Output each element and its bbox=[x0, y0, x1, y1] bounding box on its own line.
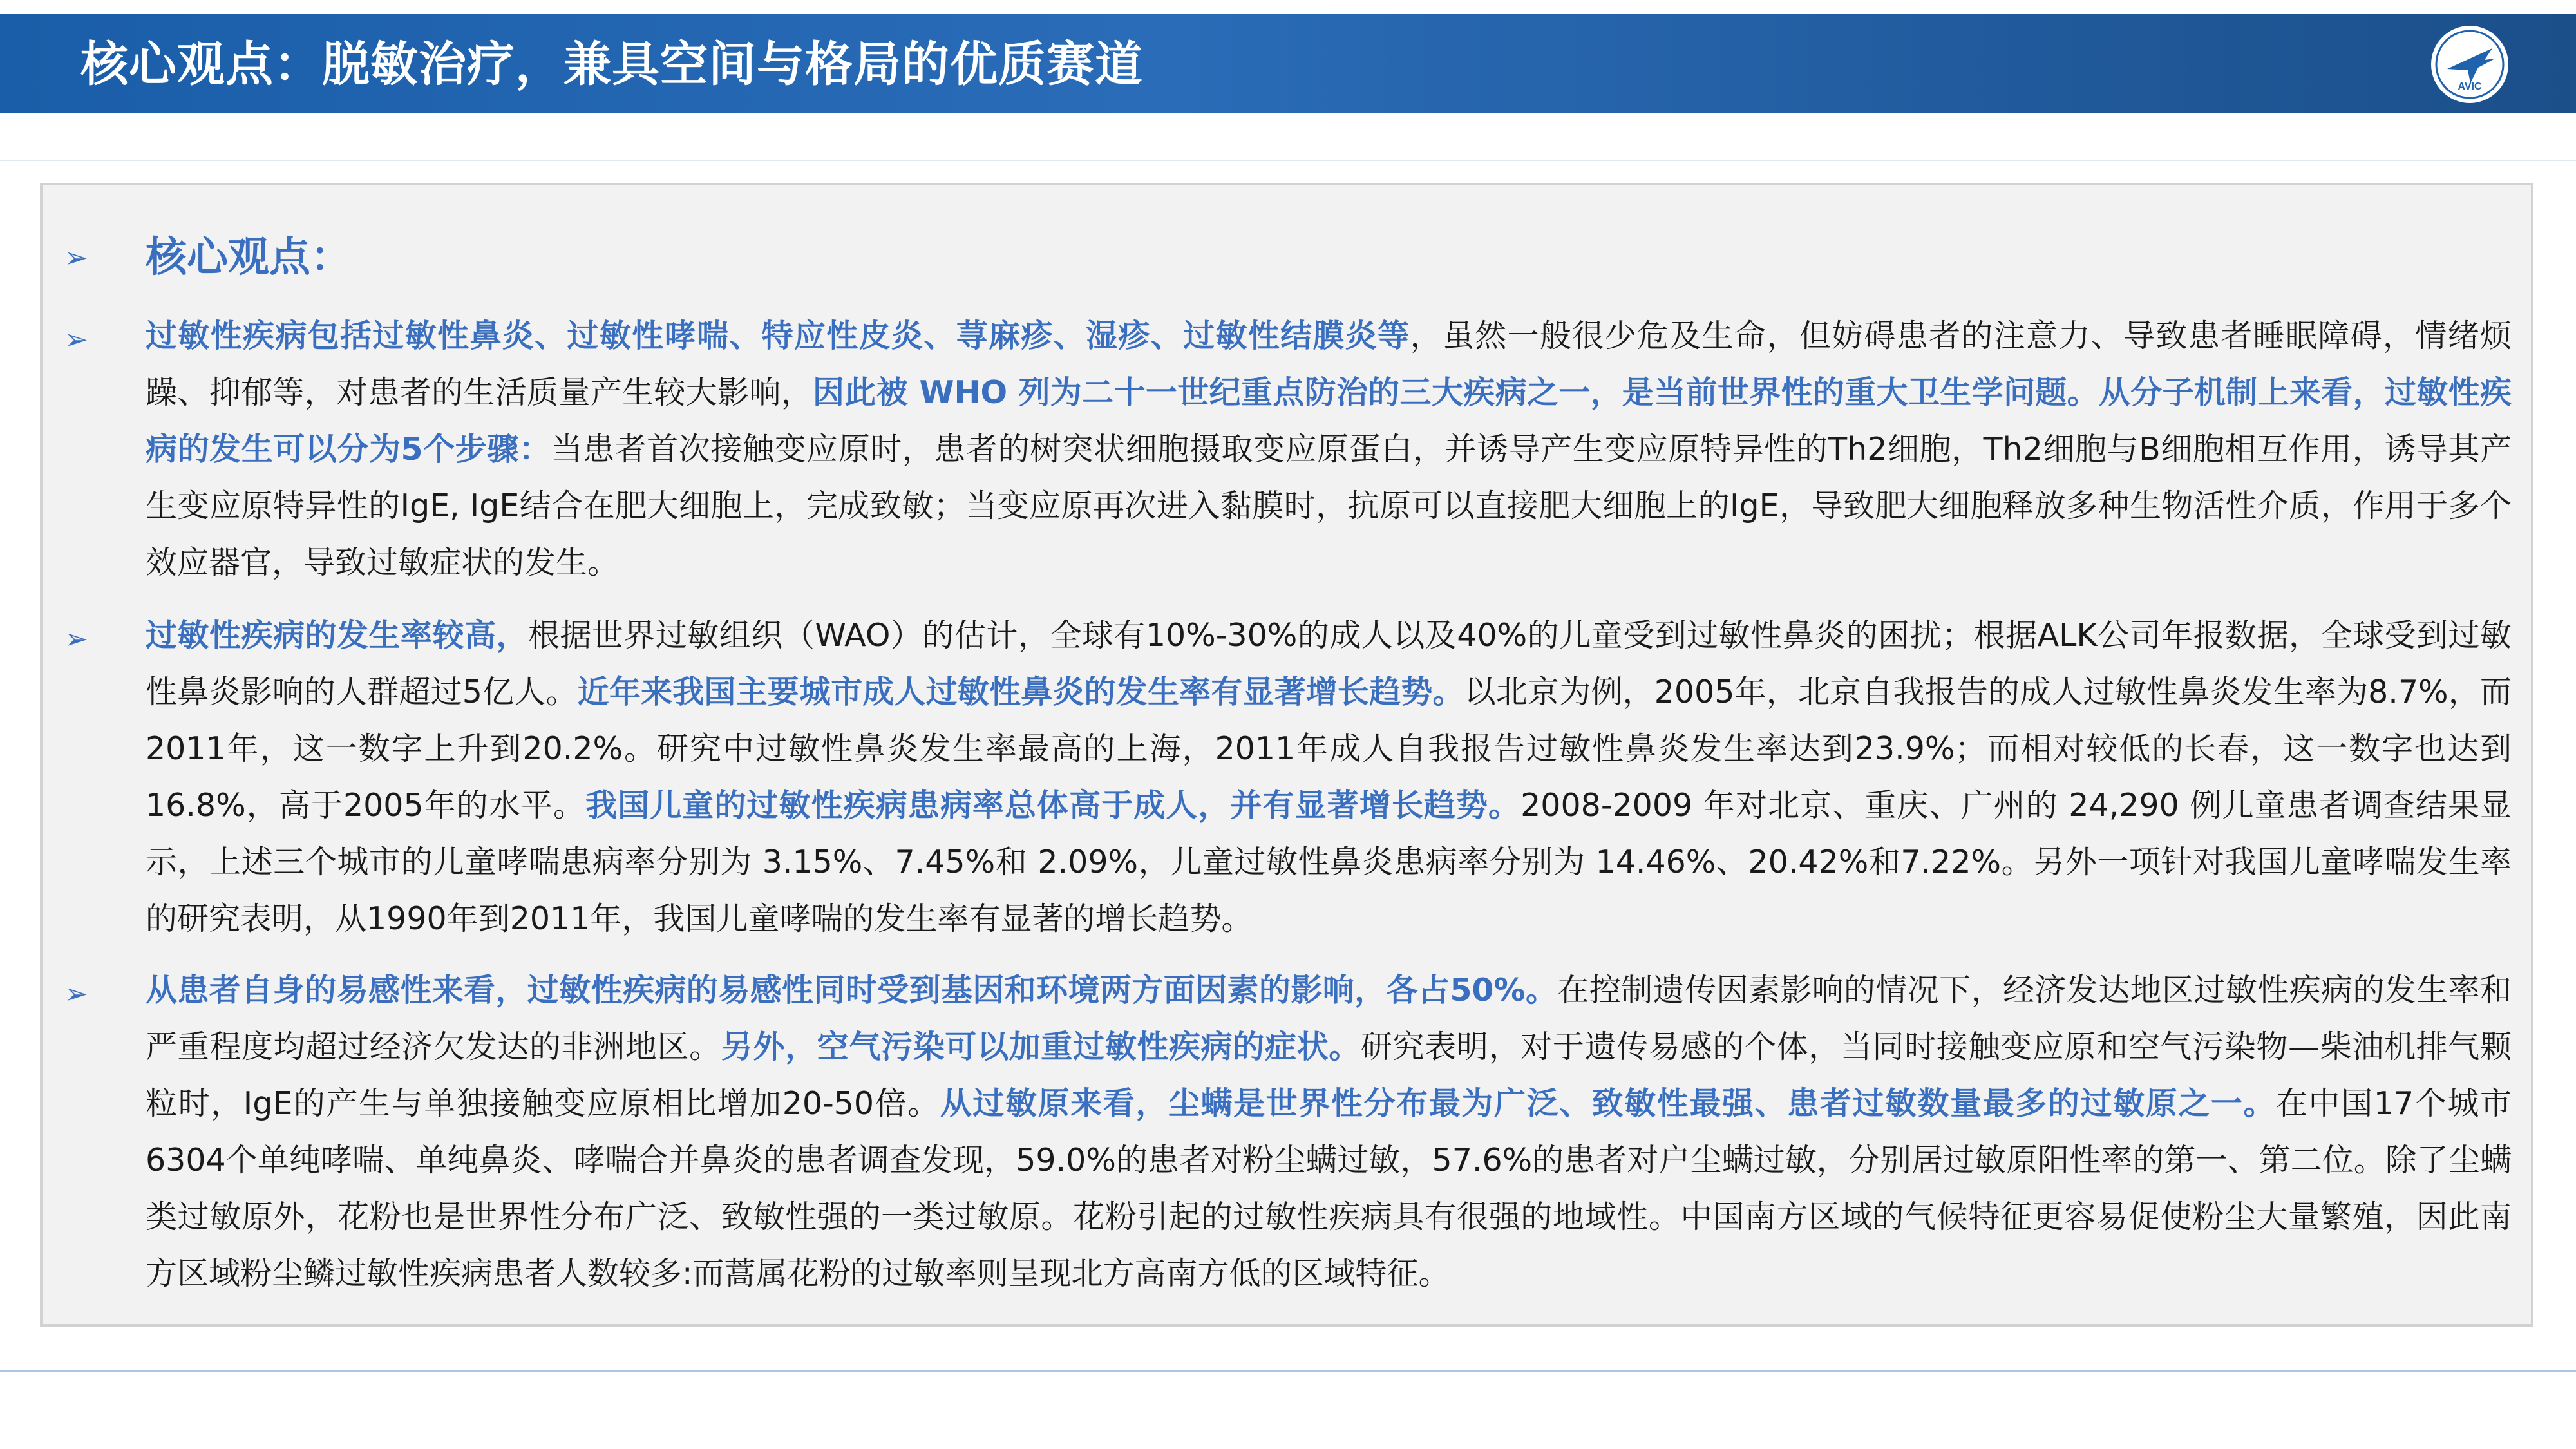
heading-text: 核心观点： bbox=[146, 234, 352, 281]
body-text: ，虽然一般很少危及生命，但妨碍患者的注意力、导致患者睡眠障碍，情绪烦躁、抑郁等，对患者的生活质量产生较大影响， bbox=[146, 317, 2512, 411]
highlight-text: 因此被 WHO 列为二十一世纪重点防治的三大疾病之一，是当前世界性的重大卫生学问题。从分子机制上来看，过敏性疾病的发生可以分为5个步骤： bbox=[146, 374, 2512, 468]
content-panel bbox=[40, 183, 2533, 1327]
bullet-text bbox=[146, 607, 2512, 947]
header-divider bbox=[0, 160, 2576, 161]
body-text: 以北京为例，2005年，北京自我报告的成人过敏性鼻炎发生率为8.7%，而2011年，这一数字上升到20.2%。研究中过敏性鼻炎发生率最高的上海，2011年成人自我报告过敏性鼻炎发生率达到23.9%；而相对较低的长春，这一数字也达到16.8%，高于2005年的水平。 bbox=[146, 674, 2512, 824]
avic-logo-icon bbox=[2428, 23, 2512, 106]
bullet-text bbox=[146, 308, 2512, 591]
footer-divider bbox=[0, 1370, 2576, 1372]
body-text: 2008-2009 年对北京、重庆、广州的 24,290 例儿童患者调查结果显示，上述三个城市的儿童哮喘患病率分别为 3.15%、7.45%和 2.09%，儿童过敏性鼻炎患病率分别为 14.46%、20.42%和7.22%。另外一项针对我国儿童哮喘发生率的研究表明，从1990年到2011年，我国儿童哮喘的发生率有显著的增长趋势。 bbox=[146, 787, 2512, 937]
arrow-bullet-icon: ➢ bbox=[64, 623, 88, 656]
logo-text: AVIC bbox=[2458, 81, 2482, 92]
highlight-text: 我国儿童的过敏性疾病患病率总体高于成人，并有显著增长趋势。 bbox=[585, 787, 1521, 824]
body-text: 在中国17个城市6304个单纯哮喘、单纯鼻炎、哮喘合并鼻炎的患者调查发现，59.0%的患者对粉尘螨过敏，57.6%的患者对户尘螨过敏，分别居过敏原阳性率的第一、第二位。除了尘螨类过敏原外，花粉也是世界性分布广泛、致敏性强的一类过敏原。花粉引起的过敏性疾病具有很强的地域性。中国南方区域的气候特征更容易促使粉尘大量繁殖，因此南方区域粉尘鳞过敏性疾病患者人数较多:而蒿属花粉的过敏率则呈现北方高南方低的区域特征。 bbox=[146, 1085, 2512, 1292]
highlight-text: 另外，空气污染可以加重过敏性疾病的症状。 bbox=[721, 1028, 1361, 1065]
highlight-text: 过敏性疾病包括过敏性鼻炎、过敏性哮喘、特应性皮炎、荨麻疹、湿疹、过敏性结膜炎等 bbox=[146, 317, 1410, 354]
section-heading bbox=[64, 231, 352, 285]
bullet-item bbox=[64, 962, 2512, 1302]
arrow-bullet-icon: ➢ bbox=[64, 241, 88, 274]
highlight-text: 从过敏原来看，尘螨是世界性分布最为广泛、致敏性最强、患者过敏数量最多的过敏原之一。 bbox=[940, 1085, 2277, 1122]
body-text: 根据世界过敏组织（WAO）的估计，全球有10%-30%的成人以及40%的儿童受到过敏性鼻炎的困扰；根据ALK公司年报数据，全球受到过敏性鼻炎影响的人群超过5亿人。 bbox=[146, 617, 2512, 710]
page-title: 核心观点：脱敏治疗，兼具空间与格局的优质赛道 bbox=[80, 37, 1143, 92]
bullet-text bbox=[146, 962, 2512, 1302]
body-text: 研究表明，对于遗传易感的个体，当同时接触变应原和空气污染物—柴油机排气颗粒时，IgE的产生与单独接触变应原相比增加20-50倍。 bbox=[146, 1028, 2512, 1122]
arrow-bullet-icon: ➢ bbox=[64, 978, 88, 1010]
bullet-item bbox=[64, 308, 2512, 591]
arrow-bullet-icon: ➢ bbox=[64, 323, 88, 356]
highlight-text: 近年来我国主要城市成人过敏性鼻炎的发生率有显著增长趋势。 bbox=[577, 674, 1464, 710]
highlight-text: 从患者自身的易感性来看，过敏性疾病的易感性同时受到基因和环境两方面因素的影响，各占50%。 bbox=[146, 972, 1558, 1009]
body-text: 在控制遗传因素影响的情况下，经济发达地区过敏性疾病的发生率和严重程度均超过经济欠发达的非洲地区。 bbox=[146, 972, 2512, 1065]
highlight-text: 过敏性疾病的发生率较高， bbox=[146, 617, 528, 654]
body-text: 当患者首次接触变应原时，患者的树突状细胞摄取变应原蛋白，并诱导产生变应原特异性的Th2细胞，Th2细胞与B细胞相互作用，诱导其产生变应原特异性的IgE, IgE结合在肥大细胞上，完成致敏；当变应原再次进入黏膜时，抗原可以直接肥大细胞上的IgE，导致肥大细胞释放多种生物活性介质，作用于多个效应器官，导致过敏症状的发生。 bbox=[146, 431, 2512, 581]
bullet-item bbox=[64, 607, 2512, 947]
